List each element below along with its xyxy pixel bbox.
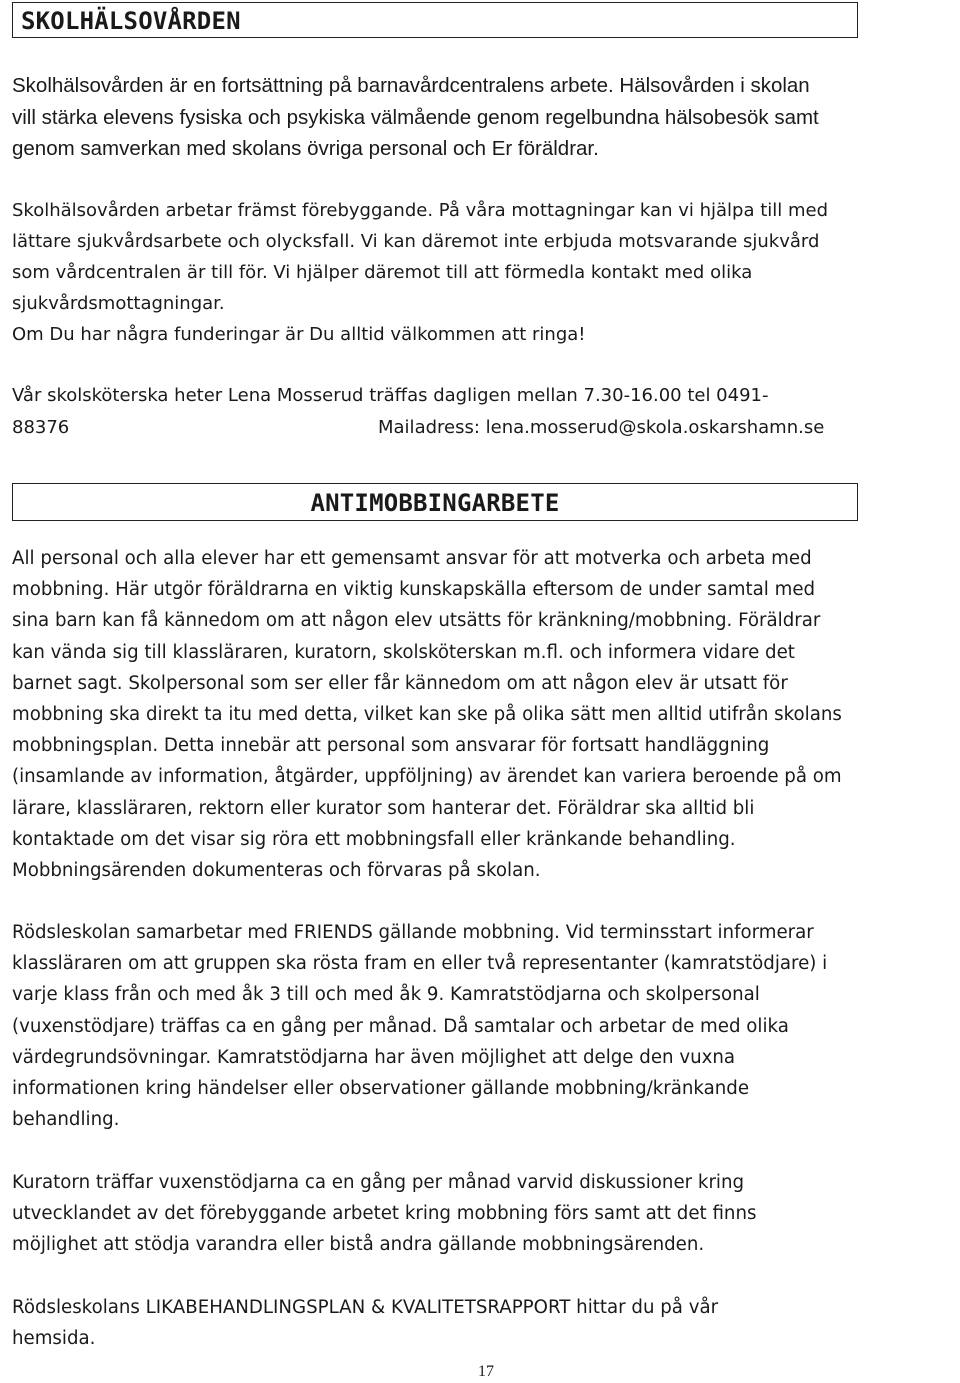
healthcare-paragraph bbox=[12, 195, 952, 350]
text-line: informationen kring händelser eller observationer gällande mobbning/kränkande bbox=[12, 1078, 750, 1100]
text-line: Mobbningsärenden dokumenteras och förvaras på skolan. bbox=[12, 860, 541, 882]
text-line: Om Du har några funderingar är Du alltid välkommen att ringa! bbox=[12, 324, 586, 346]
equal-treatment-plan-paragraph bbox=[12, 1292, 957, 1354]
text-line: kan vända sig till klassläraren, kuratorn, skolsköterskan m.fl. och informera vidare det bbox=[12, 641, 795, 663]
friends-paragraph bbox=[12, 917, 957, 1135]
text-line: (vuxenstödjare) träffas ca en gång per månad. Då samtalar och arbetar de med olika bbox=[12, 1015, 789, 1037]
text-line: sina barn kan få kännedom om att någon elev utsätts för kränkning/mobbning. Föräldrar bbox=[12, 610, 821, 632]
text-line: genom samverkan med skolans övriga personal och Er föräldrar. bbox=[12, 137, 599, 160]
text-line: lättare sjukvårdsarbete och olycksfall. Vi kan däremot inte erbjuda motsvarande sjukvård bbox=[12, 231, 820, 253]
text-line: möjlighet att stödja varandra eller bistå andra gällande mobbningsärenden. bbox=[12, 1234, 705, 1256]
intro-paragraph bbox=[12, 70, 932, 165]
text-line: mobbningsplan. Detta innebär att personal som ansvarar för fortsatt handläggning bbox=[12, 735, 770, 757]
text-line: All personal och alla elever har ett gemensamt ansvar för att motverka och arbeta med bbox=[12, 548, 812, 569]
text-line: Kuratorn träffar vuxenstödjarna ca en gång per månad varvid diskussioner kring bbox=[12, 1172, 745, 1193]
text-line: behandling. bbox=[12, 1109, 120, 1131]
text-line: kontaktade om det visar sig röra ett mobbningsfall eller kränkande behandling. bbox=[12, 828, 736, 850]
text-line: Rödsleskolans LIKABEHANDLINGSPLAN & KVALITETSRAPPORT hittar du på vår bbox=[12, 1297, 719, 1318]
page-number: 17 bbox=[478, 1363, 494, 1380]
text-line: Rödsleskolan samarbetar med FRIENDS gällande mobbning. Vid terminsstart informerar bbox=[12, 922, 814, 943]
text-line: utvecklandet av det förebyggande arbetet kring mobbning förs samt att det finns bbox=[12, 1203, 757, 1225]
section-title-skolhalsovarden: SKOLHÄLSOVÅRDEN bbox=[12, 2, 858, 38]
text-line: varje klass från och med åk 3 till och med åk 9. Kamratstödjarna och skolpersonal bbox=[12, 984, 760, 1006]
text-line: mobbning ska direkt ta itu med detta, vilket kan ske på olika sätt men alltid utifrån skolans bbox=[12, 704, 842, 726]
text-line: vill stärka elevens fysiska och psykiska välmående genom regelbundna hälsobesök samt bbox=[12, 105, 819, 129]
text-line: hemsida. bbox=[12, 1328, 96, 1350]
contact-email: Mailadress: lena.mosserud@skola.oskarshamn.se bbox=[378, 416, 825, 438]
text-line: som vårdcentralen är till för. Vi hjälper däremot till att förmedla kontakt med olika bbox=[12, 262, 753, 284]
counselor-paragraph bbox=[12, 1167, 957, 1261]
text-line: värdegrundsövningar. Kamratstödjarna har även möjlighet att delge den vuxna bbox=[12, 1046, 736, 1068]
text-line: Skolhälsovården är en fortsättning på barnavårdcentralens arbete. Hälsovården i skolan bbox=[12, 74, 810, 97]
responsibility-paragraph bbox=[12, 543, 957, 886]
text-line: barnet sagt. Skolpersonal som ser eller får kännedom om att någon elev är utsatt för bbox=[12, 672, 788, 694]
nurse-contact-info bbox=[12, 380, 932, 443]
text-line: mobbning. Här utgör föräldrarna en viktig kunskapskälla eftersom de under samtal med bbox=[12, 579, 816, 601]
text-line: klassläraren om att gruppen ska rösta fram en eller två representanter (kamratstödjare) i bbox=[12, 953, 828, 975]
contact-phone: 88376 bbox=[12, 416, 70, 438]
section-title-antimobbingarbete: ANTIMOBBINGARBETE bbox=[12, 483, 858, 521]
contact-line: Vår skolsköterska heter Lena Mosserud träffas dagligen mellan 7.30-16.00 tel 0491- bbox=[12, 385, 769, 406]
text-line: (insamlande av information, åtgärder, uppföljning) av ärendet kan variera beroende på om bbox=[12, 766, 842, 788]
text-line: sjukvårdsmottagningar. bbox=[12, 293, 225, 315]
text-line: Skolhälsovården arbetar främst förebyggande. På våra mottagningar kan vi hjälpa till med bbox=[12, 200, 829, 221]
text-line: lärare, klassläraren, rektorn eller kurator som hanterar det. Föräldrar ska alltid bli bbox=[12, 797, 755, 819]
